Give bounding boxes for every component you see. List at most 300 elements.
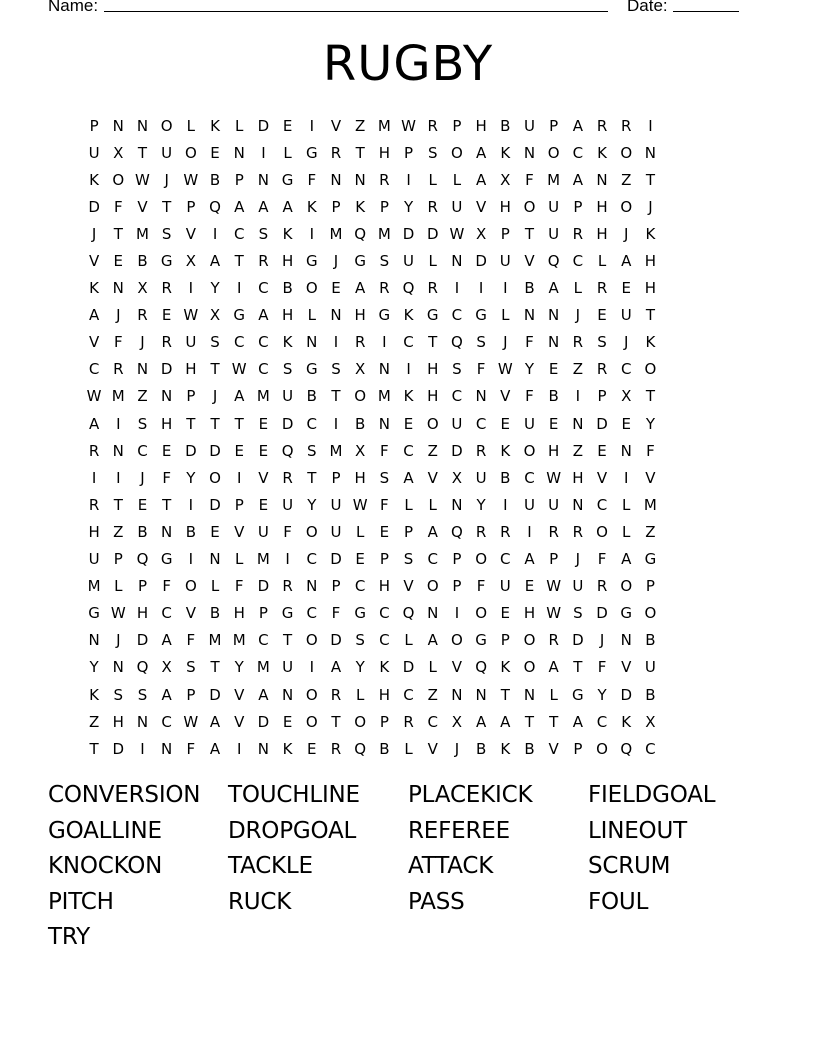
grid-letter[interactable]: G <box>475 631 487 650</box>
grid-letter[interactable]: S <box>452 360 462 379</box>
grid-letter[interactable]: J <box>164 170 169 189</box>
grid-letter[interactable]: I <box>478 279 484 298</box>
grid-letter[interactable]: C <box>88 360 100 379</box>
grid-letter[interactable]: N <box>112 116 124 135</box>
grid-letter[interactable]: R <box>379 279 390 298</box>
grid-letter[interactable]: E <box>621 414 631 433</box>
grid-letter[interactable]: P <box>89 116 99 135</box>
grid-letter[interactable]: O <box>160 116 173 135</box>
grid-letter[interactable]: R <box>427 197 438 216</box>
grid-letter[interactable]: I <box>454 279 460 298</box>
grid-letter[interactable]: G <box>281 604 294 623</box>
grid-letter[interactable]: G <box>378 306 391 325</box>
grid-letter[interactable]: A <box>572 170 583 189</box>
grid-letter[interactable]: S <box>331 360 341 379</box>
grid-letter[interactable]: I <box>116 414 121 433</box>
grid-letter[interactable]: E <box>161 306 172 325</box>
grid-letter[interactable]: T <box>573 658 583 677</box>
grid-letter[interactable]: F <box>186 739 196 758</box>
grid-letter[interactable]: K <box>89 170 100 189</box>
grid-letter[interactable]: K <box>645 224 656 243</box>
grid-letter[interactable]: C <box>451 387 463 406</box>
grid-letter[interactable]: K <box>645 333 656 352</box>
grid-letter[interactable]: H <box>378 143 390 162</box>
grid-letter[interactable]: I <box>454 604 460 623</box>
grid-letter[interactable]: N <box>136 360 149 379</box>
grid-letter[interactable]: L <box>235 116 244 135</box>
grid-letter[interactable]: B <box>306 387 317 406</box>
grid-letter[interactable]: H <box>499 197 511 216</box>
grid-letter[interactable]: I <box>212 224 218 243</box>
grid-letter[interactable]: A <box>209 252 221 271</box>
grid-letter[interactable]: D <box>112 739 125 758</box>
grid-letter[interactable]: S <box>113 685 124 704</box>
grid-letter[interactable]: J <box>116 631 121 650</box>
grid-letter[interactable]: J <box>648 197 653 216</box>
grid-letter[interactable]: C <box>403 333 414 352</box>
grid-letter[interactable]: L <box>355 685 365 704</box>
name-blank-line[interactable] <box>104 11 608 12</box>
grid-letter[interactable]: F <box>476 577 486 596</box>
grid-letter[interactable]: R <box>137 306 148 325</box>
grid-letter[interactable]: S <box>573 604 583 623</box>
grid-letter[interactable]: W <box>546 577 562 596</box>
grid-letter[interactable]: Y <box>597 685 607 704</box>
grid-letter[interactable]: A <box>234 387 245 406</box>
grid-letter[interactable]: O <box>451 631 463 650</box>
grid-letter[interactable]: U <box>330 522 342 541</box>
grid-letter[interactable]: R <box>282 577 293 596</box>
grid-letter[interactable]: O <box>305 712 318 731</box>
grid-letter[interactable]: H <box>378 685 390 704</box>
grid-letter[interactable]: D <box>136 631 149 650</box>
grid-letter[interactable]: R <box>548 522 559 541</box>
grid-letter[interactable]: E <box>500 604 511 623</box>
grid-letter[interactable]: J <box>624 224 629 243</box>
grid-letter[interactable]: E <box>355 550 365 569</box>
grid-letter[interactable]: Z <box>572 360 583 379</box>
grid-letter[interactable]: U <box>403 252 415 271</box>
grid-letter[interactable]: Y <box>355 658 365 677</box>
grid-letter[interactable]: K <box>89 685 100 704</box>
grid-letter[interactable]: F <box>307 170 317 189</box>
grid-letter[interactable]: N <box>112 279 124 298</box>
grid-letter[interactable]: D <box>88 197 100 216</box>
grid-letter[interactable]: O <box>305 631 318 650</box>
grid-letter[interactable]: L <box>404 631 413 650</box>
grid-letter[interactable]: X <box>355 441 366 460</box>
grid-letter[interactable]: S <box>403 550 414 569</box>
grid-letter[interactable]: Z <box>88 712 100 731</box>
grid-letter[interactable]: R <box>572 224 584 243</box>
grid-letter[interactable]: L <box>597 252 607 271</box>
grid-letter[interactable]: O <box>644 360 657 379</box>
grid-letter[interactable]: R <box>596 116 608 135</box>
grid-letter[interactable]: J <box>575 550 581 569</box>
grid-letter[interactable]: F <box>380 495 389 514</box>
grid-letter[interactable]: B <box>645 631 656 650</box>
grid-letter[interactable]: K <box>500 658 511 677</box>
grid-letter[interactable]: B <box>185 522 196 541</box>
grid-letter[interactable]: D <box>451 441 463 460</box>
grid-letter[interactable]: T <box>89 739 99 758</box>
grid-letter[interactable]: P <box>379 197 389 216</box>
grid-letter[interactable]: U <box>330 495 342 514</box>
grid-letter[interactable]: C <box>596 712 608 731</box>
grid-letter[interactable]: N <box>233 143 245 162</box>
date-blank-line[interactable] <box>673 11 739 12</box>
grid-letter[interactable]: C <box>258 360 269 379</box>
grid-letter[interactable]: H <box>644 279 657 298</box>
grid-letter[interactable]: L <box>452 170 462 189</box>
grid-letter[interactable]: M <box>87 577 101 596</box>
grid-letter[interactable]: D <box>572 631 584 650</box>
grid-letter[interactable]: A <box>355 279 366 298</box>
grid-letter[interactable]: U <box>548 495 560 514</box>
grid-letter[interactable]: C <box>258 631 269 650</box>
grid-letter[interactable]: P <box>186 387 196 406</box>
grid-letter[interactable]: G <box>305 252 318 271</box>
grid-letter[interactable]: F <box>113 333 123 352</box>
grid-letter[interactable]: C <box>233 333 245 352</box>
grid-letter[interactable]: V <box>137 197 148 216</box>
grid-letter[interactable]: U <box>548 224 560 243</box>
grid-letter[interactable]: G <box>233 306 246 325</box>
grid-letter[interactable]: H <box>548 441 560 460</box>
grid-letter[interactable]: Y <box>89 658 99 677</box>
grid-letter[interactable]: L <box>622 495 631 514</box>
grid-letter[interactable]: X <box>209 306 221 325</box>
grid-letter[interactable]: J <box>140 333 145 352</box>
grid-letter[interactable]: B <box>475 739 487 758</box>
grid-letter[interactable]: D <box>330 631 342 650</box>
grid-letter[interactable]: V <box>621 658 632 677</box>
grid-letter[interactable]: C <box>596 495 608 514</box>
grid-letter[interactable]: V <box>234 712 245 731</box>
grid-letter[interactable]: Y <box>645 414 655 433</box>
grid-letter[interactable]: W <box>546 604 562 623</box>
grid-letter[interactable]: T <box>137 143 148 162</box>
grid-letter[interactable]: A <box>161 631 172 650</box>
grid-letter[interactable]: O <box>112 170 125 189</box>
grid-letter[interactable]: S <box>427 143 438 162</box>
grid-letter[interactable]: P <box>331 468 341 487</box>
grid-letter[interactable]: X <box>161 658 172 677</box>
grid-letter[interactable]: X <box>451 712 463 731</box>
grid-letter[interactable]: S <box>307 441 317 460</box>
grid-letter[interactable]: C <box>620 360 632 379</box>
grid-letter[interactable]: I <box>188 279 194 298</box>
grid-letter[interactable]: D <box>596 604 608 623</box>
grid-letter[interactable]: U <box>282 658 294 677</box>
grid-letter[interactable]: V <box>645 468 656 487</box>
grid-letter[interactable]: S <box>137 414 148 433</box>
grid-letter[interactable]: Q <box>136 550 149 569</box>
grid-letter[interactable]: C <box>572 252 584 271</box>
grid-letter[interactable]: P <box>331 197 341 216</box>
grid-letter[interactable]: R <box>596 360 608 379</box>
grid-letter[interactable]: D <box>620 685 632 704</box>
grid-letter[interactable]: O <box>620 197 633 216</box>
grid-letter[interactable]: C <box>500 550 511 569</box>
grid-letter[interactable]: E <box>113 252 124 271</box>
grid-letter[interactable]: M <box>377 224 391 243</box>
grid-letter[interactable]: V <box>258 468 269 487</box>
grid-letter[interactable]: E <box>379 522 390 541</box>
grid-letter[interactable]: C <box>306 550 318 569</box>
grid-letter[interactable]: U <box>282 495 294 514</box>
grid-letter[interactable]: K <box>403 387 414 406</box>
grid-letter[interactable]: U <box>282 387 294 406</box>
grid-letter[interactable]: W <box>546 468 562 487</box>
grid-letter[interactable]: L <box>428 658 437 677</box>
grid-letter[interactable]: H <box>427 387 439 406</box>
grid-letter[interactable]: L <box>210 577 220 596</box>
grid-letter[interactable]: J <box>454 739 460 758</box>
grid-letter[interactable]: V <box>234 522 245 541</box>
grid-letter[interactable]: U <box>548 197 560 216</box>
grid-letter[interactable]: D <box>209 495 221 514</box>
grid-letter[interactable]: T <box>113 224 123 243</box>
grid-letter[interactable]: H <box>378 577 390 596</box>
grid-letter[interactable]: Z <box>355 116 366 135</box>
grid-letter[interactable]: C <box>403 685 414 704</box>
grid-letter[interactable]: R <box>161 333 172 352</box>
grid-letter[interactable]: X <box>645 712 656 731</box>
grid-letter[interactable]: O <box>184 577 197 596</box>
grid-letter[interactable]: K <box>306 197 317 216</box>
grid-letter[interactable]: E <box>282 116 293 135</box>
grid-letter[interactable]: Q <box>209 197 221 216</box>
grid-letter[interactable]: G <box>281 170 294 189</box>
grid-letter[interactable]: M <box>232 631 246 650</box>
grid-letter[interactable]: T <box>162 197 172 216</box>
grid-letter[interactable]: G <box>354 252 366 271</box>
grid-letter[interactable]: B <box>500 468 511 487</box>
grid-letter[interactable]: N <box>161 739 173 758</box>
grid-letter[interactable]: R <box>379 170 390 189</box>
grid-letter[interactable]: O <box>354 712 367 731</box>
grid-letter[interactable]: U <box>161 143 173 162</box>
grid-letter[interactable]: Z <box>621 170 632 189</box>
grid-letter[interactable]: F <box>283 522 292 541</box>
grid-letter[interactable]: A <box>524 550 535 569</box>
grid-letter[interactable]: N <box>257 170 270 189</box>
grid-letter[interactable]: P <box>186 197 196 216</box>
grid-letter[interactable]: N <box>620 441 632 460</box>
grid-letter[interactable]: O <box>475 550 487 569</box>
grid-letter[interactable]: M <box>135 224 149 243</box>
grid-letter[interactable]: I <box>624 468 629 487</box>
grid-letter[interactable]: R <box>596 279 608 298</box>
grid-letter[interactable]: C <box>306 604 318 623</box>
grid-letter[interactable]: C <box>161 712 172 731</box>
grid-letter[interactable]: Y <box>403 197 414 216</box>
grid-letter[interactable]: J <box>140 468 145 487</box>
grid-letter[interactable]: D <box>330 550 342 569</box>
grid-letter[interactable]: N <box>161 387 173 406</box>
grid-letter[interactable]: R <box>354 333 366 352</box>
grid-letter[interactable]: B <box>137 252 148 271</box>
grid-letter[interactable]: N <box>378 360 390 379</box>
grid-letter[interactable]: U <box>88 550 100 569</box>
grid-letter[interactable]: U <box>257 522 269 541</box>
grid-letter[interactable]: V <box>403 577 414 596</box>
grid-letter[interactable]: O <box>451 143 463 162</box>
grid-letter[interactable]: O <box>184 143 197 162</box>
grid-letter[interactable]: K <box>282 739 293 758</box>
grid-letter[interactable]: N <box>475 387 487 406</box>
grid-letter[interactable]: D <box>209 685 221 704</box>
grid-letter[interactable]: I <box>309 658 314 677</box>
grid-letter[interactable]: A <box>621 550 632 569</box>
grid-letter[interactable]: U <box>620 306 632 325</box>
grid-letter[interactable]: I <box>188 495 194 514</box>
grid-letter[interactable]: H <box>475 116 487 135</box>
grid-letter[interactable]: T <box>307 468 317 487</box>
grid-letter[interactable]: P <box>573 739 583 758</box>
grid-letter[interactable]: E <box>137 495 148 514</box>
grid-letter[interactable]: C <box>475 414 487 433</box>
grid-letter[interactable]: A <box>475 143 487 162</box>
grid-letter[interactable]: W <box>497 360 513 379</box>
grid-letter[interactable]: M <box>329 441 343 460</box>
grid-letter[interactable]: M <box>111 387 125 406</box>
grid-letter[interactable]: U <box>451 197 463 216</box>
grid-letter[interactable]: N <box>112 658 124 677</box>
grid-letter[interactable]: R <box>572 333 584 352</box>
grid-letter[interactable]: E <box>210 143 220 162</box>
grid-letter[interactable]: B <box>355 414 366 433</box>
grid-letter[interactable]: Z <box>137 387 148 406</box>
grid-letter[interactable]: Q <box>402 279 415 298</box>
grid-letter[interactable]: T <box>549 712 559 731</box>
grid-letter[interactable]: F <box>162 577 171 596</box>
grid-letter[interactable]: L <box>428 170 437 189</box>
grid-letter[interactable]: B <box>282 279 293 298</box>
grid-letter[interactable]: A <box>234 197 245 216</box>
grid-letter[interactable]: N <box>136 116 149 135</box>
grid-letter[interactable]: O <box>523 197 536 216</box>
grid-letter[interactable]: D <box>426 224 439 243</box>
grid-letter[interactable]: G <box>644 550 657 569</box>
grid-letter[interactable]: Z <box>427 685 438 704</box>
grid-letter[interactable]: P <box>379 550 389 569</box>
grid-letter[interactable]: G <box>305 143 318 162</box>
grid-letter[interactable]: S <box>379 468 390 487</box>
grid-letter[interactable]: M <box>208 631 222 650</box>
grid-letter[interactable]: A <box>548 658 559 677</box>
grid-letter[interactable]: T <box>355 143 365 162</box>
grid-letter[interactable]: E <box>282 712 293 731</box>
grid-letter[interactable]: T <box>645 387 655 406</box>
grid-letter[interactable]: W <box>449 224 465 243</box>
grid-letter[interactable]: O <box>596 522 608 541</box>
grid-letter[interactable]: H <box>596 197 608 216</box>
grid-letter[interactable]: S <box>379 252 390 271</box>
grid-letter[interactable]: Y <box>210 279 220 298</box>
grid-letter[interactable]: T <box>113 495 123 514</box>
grid-letter[interactable]: E <box>258 495 269 514</box>
grid-letter[interactable]: V <box>185 604 196 623</box>
grid-letter[interactable]: G <box>572 685 584 704</box>
grid-letter[interactable]: X <box>500 170 511 189</box>
grid-letter[interactable]: B <box>137 522 148 541</box>
grid-letter[interactable]: R <box>161 279 172 298</box>
grid-letter[interactable]: G <box>160 252 173 271</box>
grid-letter[interactable]: E <box>621 279 631 298</box>
grid-letter[interactable]: R <box>113 360 124 379</box>
grid-letter[interactable]: Z <box>113 522 124 541</box>
grid-letter[interactable]: R <box>475 522 487 541</box>
grid-letter[interactable]: H <box>354 468 366 487</box>
grid-letter[interactable]: K <box>500 143 511 162</box>
grid-letter[interactable]: H <box>644 252 657 271</box>
grid-letter[interactable]: Y <box>234 658 244 677</box>
grid-letter[interactable]: S <box>476 333 486 352</box>
grid-letter[interactable]: I <box>406 170 411 189</box>
grid-letter[interactable]: S <box>355 631 365 650</box>
grid-letter[interactable]: Z <box>645 522 656 541</box>
grid-letter[interactable]: H <box>523 604 536 623</box>
grid-letter[interactable]: N <box>572 414 584 433</box>
grid-letter[interactable]: C <box>137 441 148 460</box>
grid-letter[interactable]: L <box>428 495 437 514</box>
grid-letter[interactable]: Y <box>524 360 535 379</box>
grid-letter[interactable]: H <box>185 360 197 379</box>
grid-letter[interactable]: C <box>379 631 390 650</box>
grid-letter[interactable]: U <box>644 658 656 677</box>
grid-letter[interactable]: I <box>382 333 387 352</box>
grid-letter[interactable]: R <box>88 495 100 514</box>
grid-letter[interactable]: U <box>499 252 511 271</box>
grid-letter[interactable]: V <box>475 197 487 216</box>
grid-letter[interactable]: J <box>91 224 97 243</box>
grid-letter[interactable]: V <box>88 252 100 271</box>
grid-letter[interactable]: V <box>330 116 342 135</box>
grid-letter[interactable]: E <box>403 414 414 433</box>
grid-letter[interactable]: P <box>331 577 341 596</box>
grid-letter[interactable]: N <box>451 495 463 514</box>
grid-letter[interactable]: E <box>331 279 341 298</box>
grid-letter[interactable]: B <box>524 279 535 298</box>
grid-letter[interactable]: Q <box>475 658 487 677</box>
grid-letter[interactable]: N <box>523 143 536 162</box>
grid-letter[interactable]: Q <box>136 658 149 677</box>
grid-letter[interactable]: I <box>237 279 242 298</box>
grid-letter[interactable]: R <box>596 577 608 596</box>
grid-letter[interactable]: W <box>135 170 150 189</box>
grid-letter[interactable]: P <box>137 577 147 596</box>
grid-letter[interactable]: R <box>88 441 100 460</box>
grid-letter[interactable]: R <box>621 116 632 135</box>
grid-letter[interactable]: L <box>622 522 631 541</box>
grid-letter[interactable]: H <box>596 224 608 243</box>
grid-letter[interactable]: M <box>377 387 391 406</box>
grid-letter[interactable]: A <box>258 197 269 216</box>
grid-letter[interactable]: Z <box>572 441 583 460</box>
grid-letter[interactable]: D <box>185 441 197 460</box>
grid-letter[interactable]: Q <box>451 522 463 541</box>
grid-letter[interactable]: S <box>597 333 607 352</box>
grid-letter[interactable]: M <box>547 170 561 189</box>
grid-letter[interactable]: C <box>258 279 269 298</box>
grid-letter[interactable]: D <box>281 414 294 433</box>
grid-letter[interactable]: D <box>402 224 415 243</box>
grid-letter[interactable]: C <box>403 441 414 460</box>
grid-letter[interactable]: M <box>256 658 270 677</box>
grid-letter[interactable]: N <box>548 333 560 352</box>
